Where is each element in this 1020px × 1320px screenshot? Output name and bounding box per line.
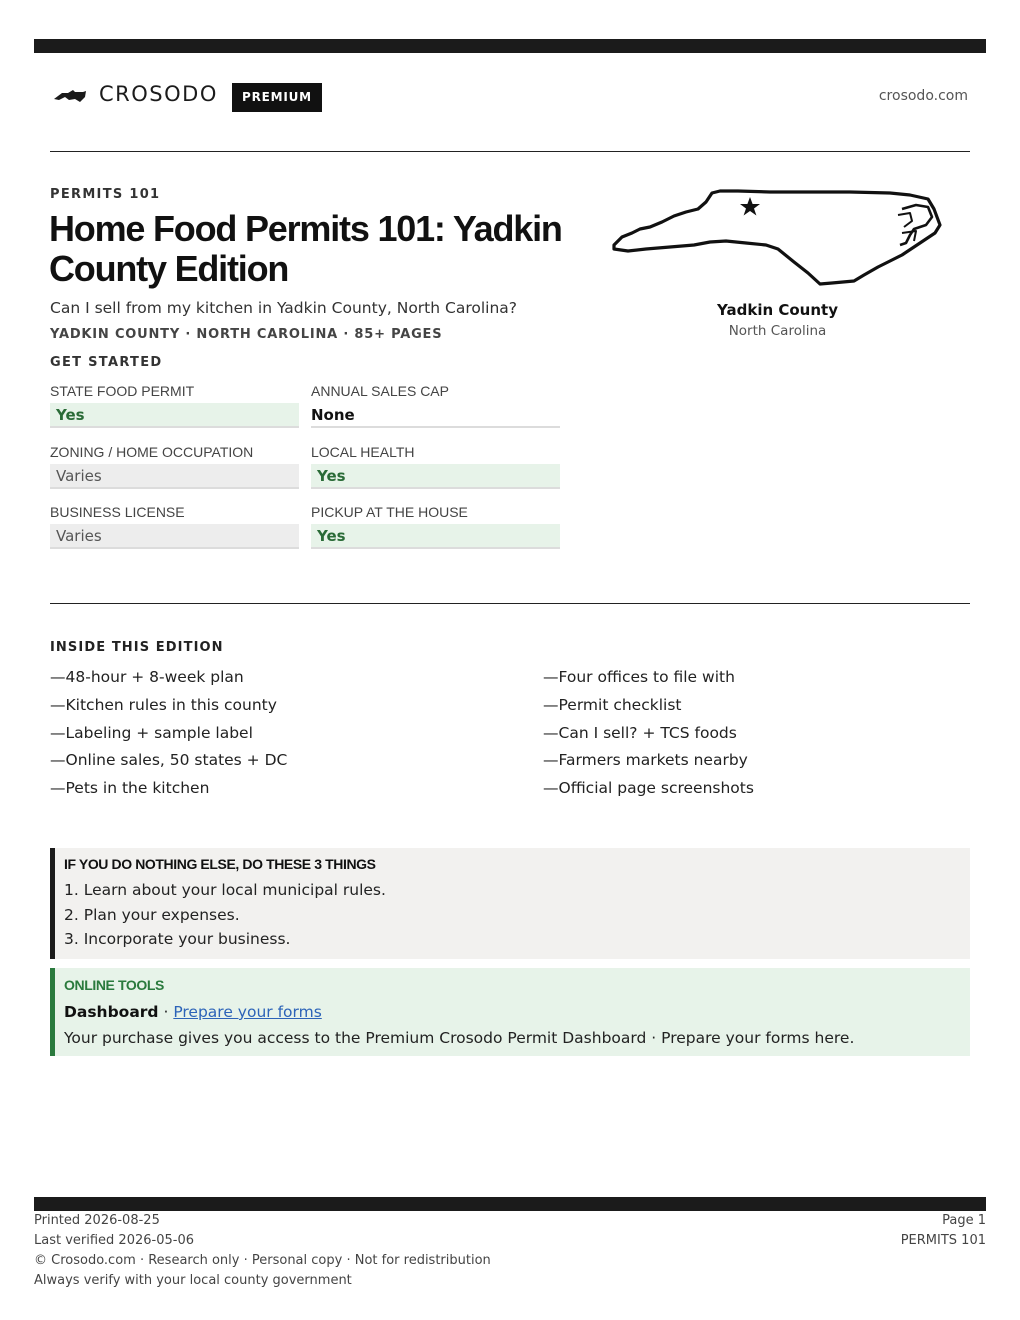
fact-annual-sales-cap — [311, 381, 560, 428]
top-rule-bar — [34, 39, 986, 53]
fact-value: Yes — [311, 464, 560, 489]
callout-item: 3. Incorporate your business. — [64, 930, 291, 948]
get-started-heading: GET STARTED — [50, 355, 163, 370]
contents-list-right — [543, 668, 754, 807]
page-title: Home Food Permits 101: Yadkin County Edition — [49, 208, 562, 289]
callout-item: 1. Learn about your local municipal rules. — [64, 881, 386, 899]
map-county-label: Yadkin County — [717, 301, 838, 319]
section-divider — [50, 603, 970, 604]
separator: · — [158, 1003, 174, 1021]
fact-label: ANNUAL SALES CAP — [311, 383, 449, 399]
brand-name[interactable]: CROSODO — [99, 82, 218, 106]
online-tools-callout — [50, 968, 970, 1056]
fact-state-food-permit — [50, 381, 299, 428]
prepare-forms-link[interactable]: Prepare your forms — [173, 1003, 322, 1021]
site-url[interactable]: crosodo.com — [878, 88, 968, 104]
star-icon — [740, 197, 760, 216]
bottom-rule-bar — [34, 1197, 986, 1211]
map-state-label: North Carolina — [728, 323, 827, 339]
page-number: Page 1 — [942, 1213, 986, 1228]
list-item: —Official page screenshots — [543, 779, 754, 798]
callout-item: 2. Plan your expenses. — [64, 905, 240, 924]
section-eyebrow: PERMITS 101 — [50, 187, 161, 202]
header — [50, 80, 970, 114]
fact-label: BUSINESS LICENSE — [50, 504, 185, 520]
inside-edition-heading: INSIDE THIS EDITION — [50, 640, 224, 655]
fact-label: ZONING / HOME OCCUPATION — [50, 444, 254, 460]
sound-lines — [898, 213, 916, 241]
list-item: —Labeling + sample label — [50, 723, 253, 742]
online-tools-description: Your purchase gives you access to the Premium Crosodo Permit Dashboard · Prepare your forms here. — [64, 1029, 855, 1047]
list-item: —48-hour + 8-week plan — [50, 668, 244, 686]
fact-label: STATE FOOD PERMIT — [50, 383, 195, 399]
fact-value: None — [311, 403, 560, 428]
online-tools-title: ONLINE TOOLS — [64, 977, 164, 993]
page-subtitle: Can I sell from my kitchen in Yadkin County, North Carolina? — [50, 299, 518, 317]
dashboard-line — [64, 1001, 970, 1027]
header-divider — [50, 151, 970, 152]
contents-list-left — [50, 668, 287, 807]
footer-left — [34, 1211, 491, 1291]
list-item: —Farmers markets nearby — [543, 751, 748, 770]
list-item: —Four offices to file with — [543, 668, 735, 686]
edition-meta: YADKIN COUNTY · NORTH CAROLINA · 85+ PAGES — [50, 327, 443, 342]
fact-label: PICKUP AT THE HOUSE — [311, 504, 468, 520]
fact-value: Yes — [50, 403, 299, 428]
callout-title: IF YOU DO NOTHING ELSE, DO THESE 3 THINGS — [64, 856, 376, 872]
state-map — [610, 185, 945, 295]
fact-value: Varies — [50, 524, 299, 549]
footer-section: PERMITS 101 — [900, 1233, 986, 1248]
list-item: —Kitchen rules in this county — [50, 695, 277, 714]
verified-date: Last verified 2026-05-06 — [34, 1233, 194, 1248]
fact-value: Varies — [50, 464, 299, 489]
footer-right — [901, 1211, 986, 1251]
printed-date: Printed 2026-08-25 — [34, 1213, 160, 1228]
three-things-callout — [50, 848, 970, 959]
fact-label: LOCAL HEALTH — [311, 444, 415, 460]
fact-value: Yes — [311, 524, 560, 549]
list-item: —Pets in the kitchen — [50, 779, 210, 798]
fact-pickup — [311, 502, 560, 549]
fact-zoning — [50, 442, 299, 489]
fact-local-health — [311, 442, 560, 489]
logo-icon — [53, 88, 87, 104]
list-item: —Can I sell? + TCS foods — [543, 723, 737, 742]
list-item: —Online sales, 50 states + DC — [50, 751, 288, 770]
disclaimer: Always verify with your local county government — [34, 1273, 352, 1288]
list-item: —Permit checklist — [543, 695, 682, 714]
state-outline — [614, 191, 940, 284]
fact-business-license — [50, 502, 299, 549]
premium-badge: PREMIUM — [232, 83, 322, 112]
copyright-notice: © Crosodo.com · Research only · Personal copy · Not for redistribution — [34, 1253, 491, 1268]
dashboard-label: Dashboard — [64, 1003, 159, 1021]
